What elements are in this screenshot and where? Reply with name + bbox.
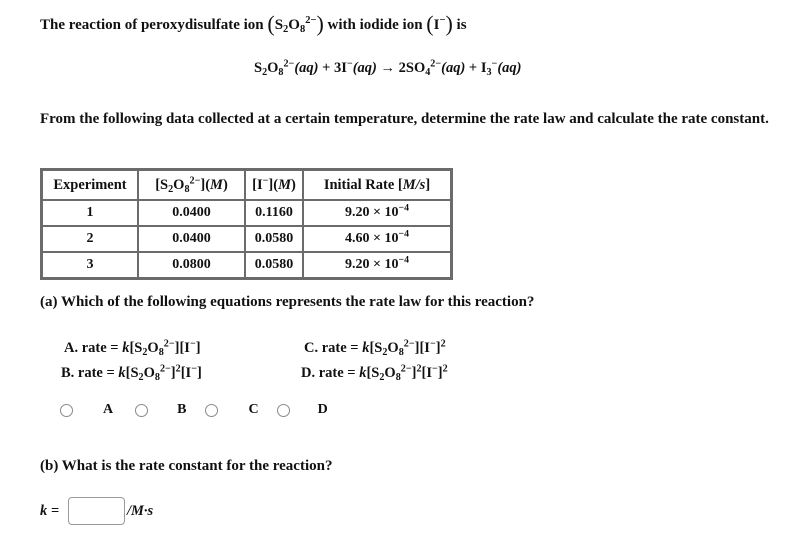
radio-label[interactable]: C	[248, 402, 259, 417]
peroxydisulfate-formula: $S_2O_8^{2-}$	[274, 15, 317, 36]
intro-text-after: is	[452, 17, 467, 33]
cell-iodide-conc: 0.0580	[245, 252, 303, 278]
cell-experiment: 2	[42, 226, 138, 252]
option-c-equation: C. rate = $k[S_2O_8^{2-}][I^-]^2$	[304, 338, 446, 359]
option-b-equation: B. rate = $k[S_2O_8^{2-}]^2[I^-]$	[61, 363, 202, 384]
paren-open: (	[426, 11, 434, 36]
header-peroxydisulfate-conc: $[S_2O_8^{2-}](M)$	[138, 170, 245, 200]
table-row	[42, 226, 451, 252]
radio-option-b[interactable]	[135, 402, 186, 418]
product-sulfate: $2SO_4^{2-}(aq)$	[398, 58, 466, 79]
kinetics-data-table	[40, 168, 453, 280]
table-row	[42, 200, 451, 226]
option-a-equation: A. rate = $k[S_2O_8^{2-}][I^-]$	[64, 338, 201, 359]
rate-constant-unit: /M·s	[127, 503, 154, 519]
plus-sign: +	[465, 60, 481, 76]
reaction-arrow: →	[376, 60, 399, 76]
radio-label[interactable]: D	[317, 402, 328, 417]
option-d-equation: D. rate = $k[S_2O_8^{2-}]^2[I^-]^2$	[301, 363, 448, 384]
reaction-equation	[254, 60, 521, 77]
intro-text-middle: with iodide ion	[323, 17, 427, 33]
cell-initial-rate: $4.60 \times 10^{-4}$	[303, 226, 451, 252]
radio-option-c[interactable]	[205, 402, 258, 418]
radio-label[interactable]: A	[103, 402, 114, 417]
reactant-peroxydisulfate: $S_2O_8^{2-}(aq)$	[254, 58, 319, 79]
radio-button-icon[interactable]	[205, 404, 218, 417]
cell-peroxydisulfate-conc: 0.0400	[138, 226, 245, 252]
cell-initial-rate: $9.20 \times 10^{-4}$	[303, 200, 451, 226]
cell-peroxydisulfate-conc: 0.0800	[138, 252, 245, 278]
intro-text	[40, 11, 467, 37]
table-header-row	[42, 170, 451, 200]
reactant-iodide: 3I−(aq)	[334, 58, 377, 76]
radio-label[interactable]: B	[177, 402, 187, 417]
paren-close: )	[445, 11, 453, 36]
header-initial-rate: Initial Rate [M/s]	[303, 170, 451, 200]
cell-experiment: 1	[42, 200, 138, 226]
question-a-prompt: (a) Which of the following equations represents the rate law for this reaction?	[40, 294, 535, 310]
radio-button-icon[interactable]	[277, 404, 290, 417]
header-iodide-conc: [I−](M)	[245, 170, 303, 200]
cell-iodide-conc: 0.0580	[245, 226, 303, 252]
cell-initial-rate: $9.20 \times 10^{-4}$	[303, 252, 451, 278]
k-label: k =	[40, 503, 60, 519]
radio-button-icon[interactable]	[60, 404, 73, 417]
radio-option-a[interactable]	[60, 402, 113, 418]
cell-experiment: 3	[42, 252, 138, 278]
paren-open: (	[267, 11, 275, 36]
cell-peroxydisulfate-conc: 0.0400	[138, 200, 245, 226]
rate-constant-input[interactable]	[68, 497, 125, 525]
plus-sign: +	[318, 60, 335, 76]
instructions-text: From the following data collected at a certain temperature, determine the rate law and calculate the rate constant.	[40, 111, 769, 127]
product-triiodide: $I_3^-(aq)$	[480, 58, 522, 79]
cell-iodide-conc: 0.1160	[245, 200, 303, 226]
radio-option-d[interactable]	[277, 402, 328, 418]
radio-button-icon[interactable]	[135, 404, 148, 417]
header-experiment: Experiment	[42, 170, 138, 200]
rate-law-radio-group	[60, 402, 328, 418]
question-b-prompt: (b) What is the rate constant for the reaction?	[40, 458, 333, 474]
paren-close: )	[316, 11, 324, 36]
iodide-formula: I−	[433, 15, 446, 33]
table-row	[42, 252, 451, 278]
intro-text-before: The reaction of peroxydisulfate ion	[40, 17, 268, 33]
